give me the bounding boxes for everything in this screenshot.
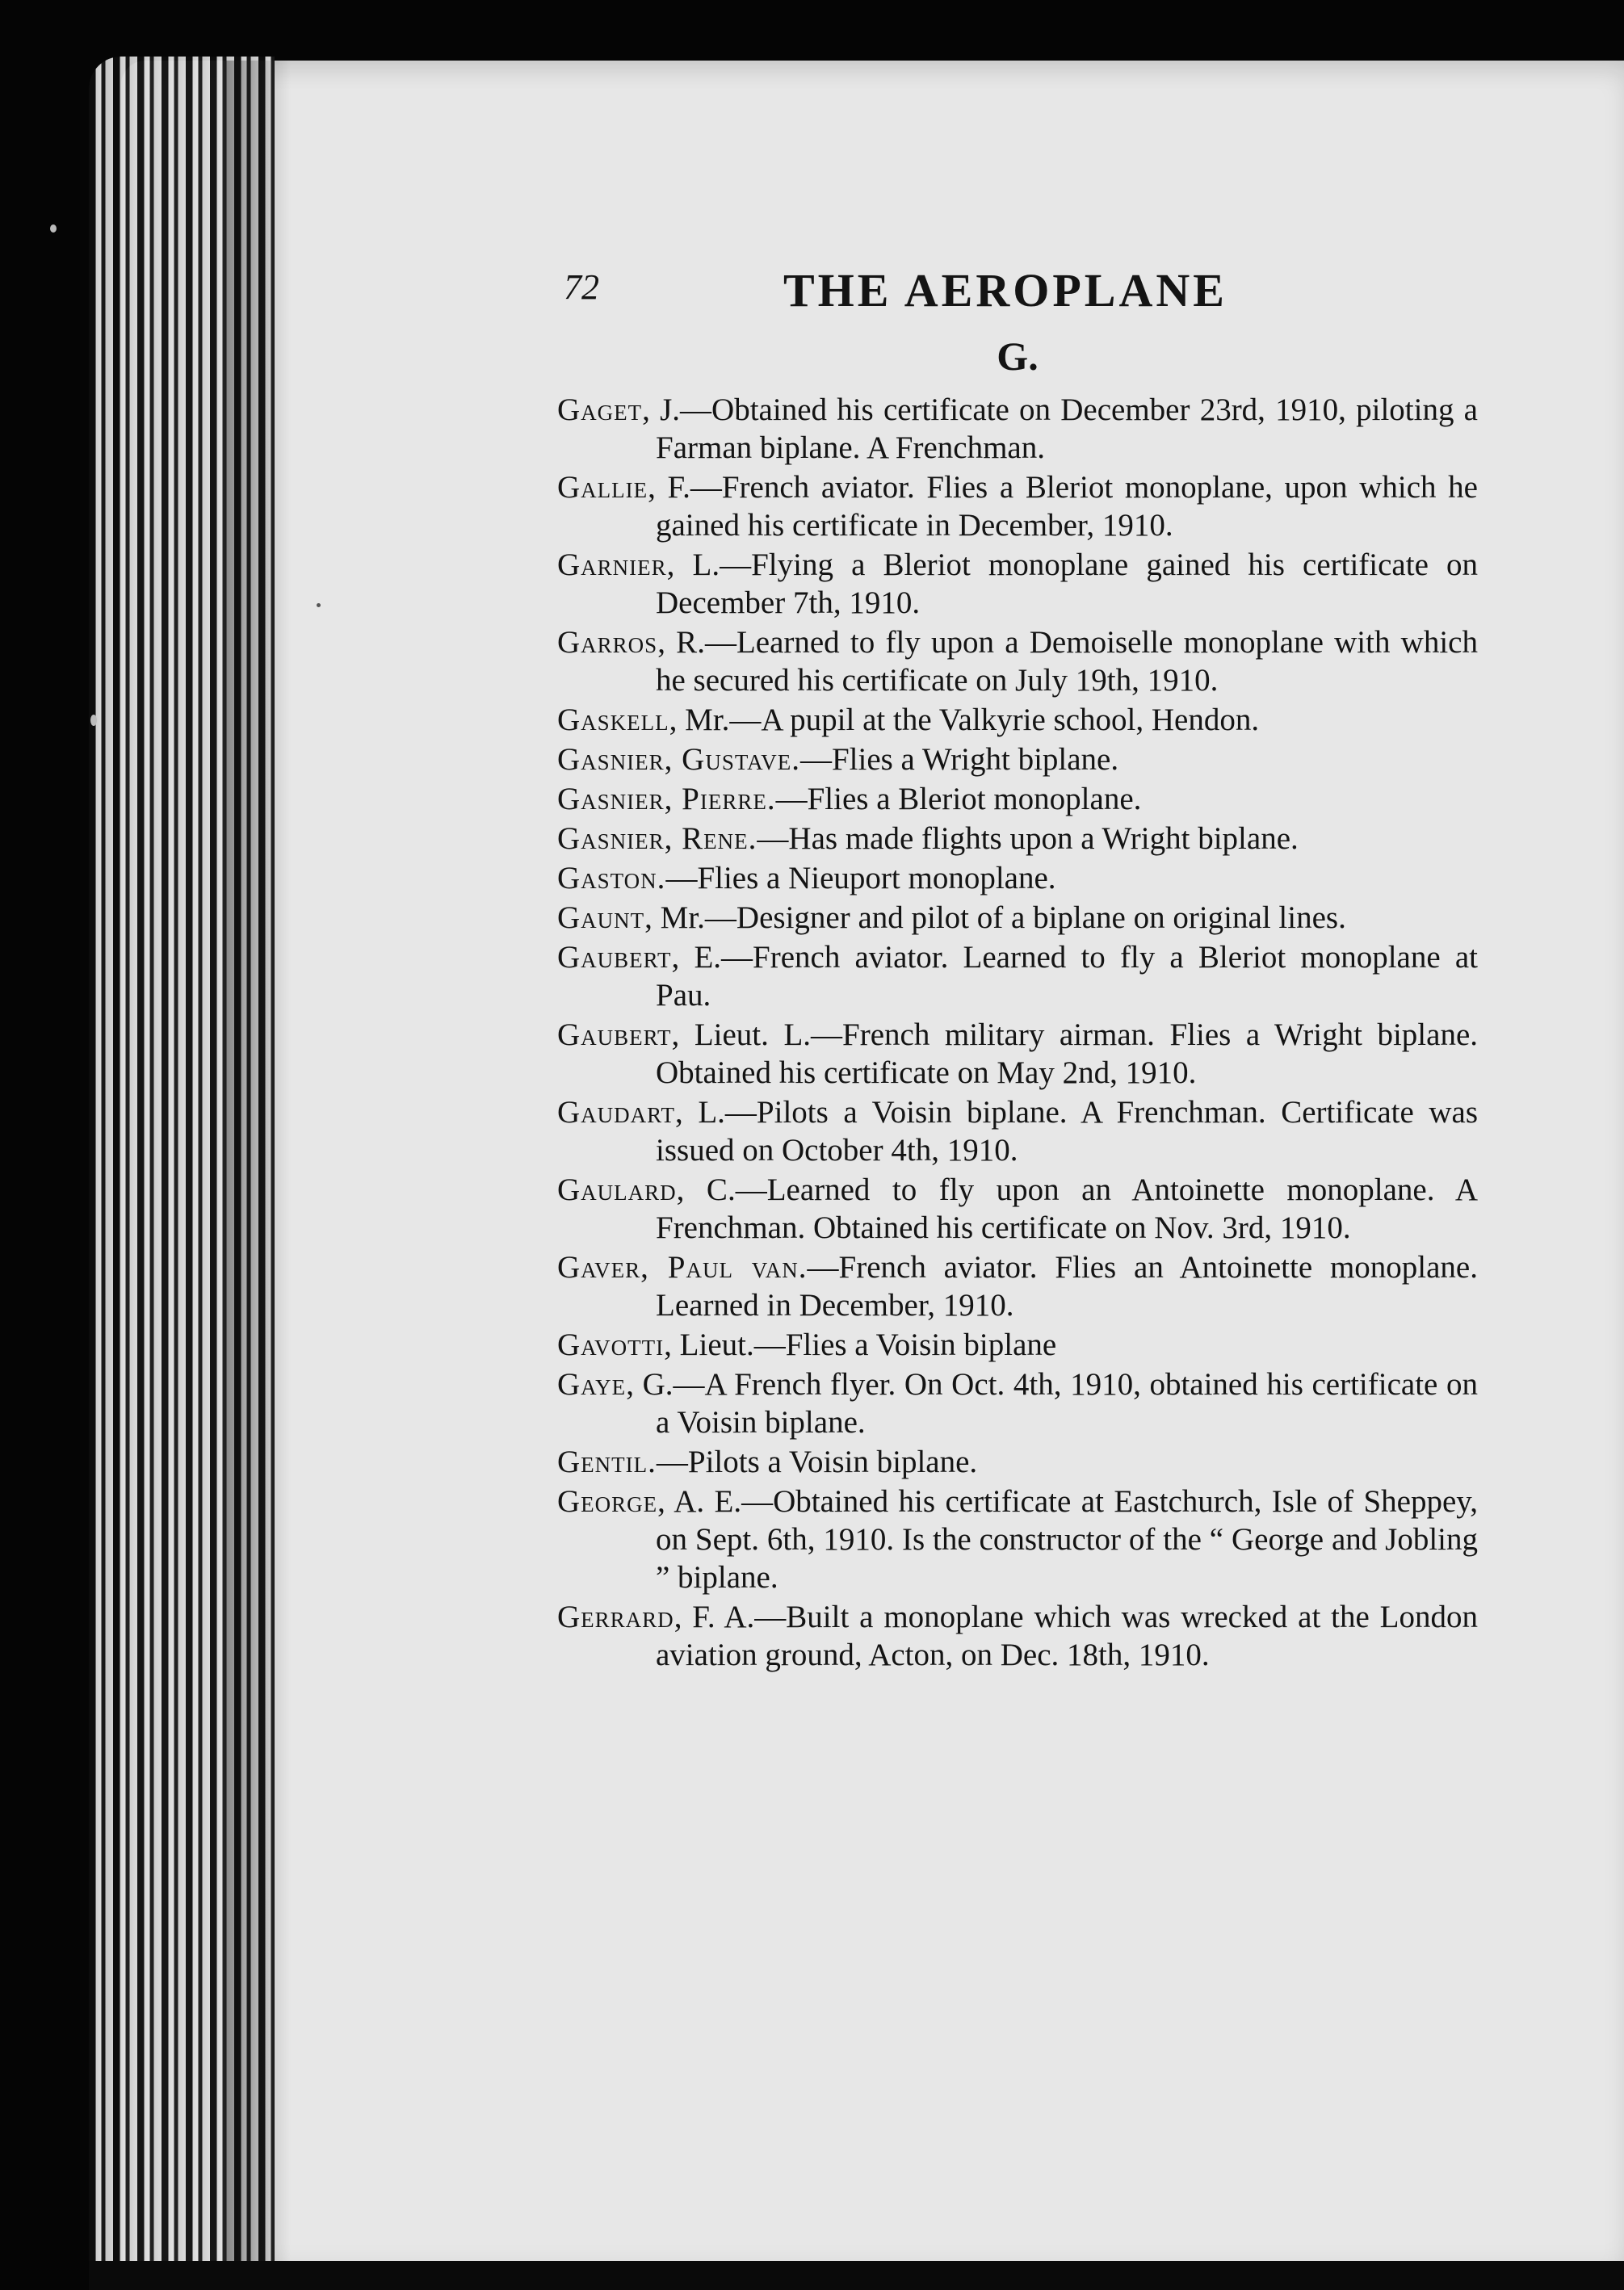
list-item	[557, 701, 1478, 739]
entry-text: , R.—Learned to fly upon a Demoiselle monoplane with which he secured his certificate on July 19th, 1910.	[656, 625, 1478, 698]
entry-text: , C.—Learned to fly upon an Antoinette monoplane. A Frenchman. Obtained his certificate on Nov. 3rd, 1910.	[656, 1172, 1478, 1245]
entry-text: , J.—Obtained his certificate on December 23rd, 1910, piloting a Farman biplane. A Frenchman.	[642, 392, 1478, 465]
entry-name: Gaver, Paul van.	[557, 1250, 808, 1285]
list-item	[557, 546, 1478, 622]
list-item	[557, 780, 1478, 818]
running-title: THE AEROPLANE	[783, 264, 1227, 317]
entry-text: —French aviator. Flies an Antoinette monoplane. Learned in December, 1910.	[656, 1250, 1478, 1323]
entry-name: Gaulard	[557, 1172, 677, 1207]
list-item	[557, 859, 1478, 897]
list-item	[557, 1326, 1478, 1364]
list-item	[557, 1598, 1478, 1674]
list-item	[557, 391, 1478, 467]
entry-text: —Has made flights upon a Wright biplane.	[757, 821, 1299, 856]
entry-name: Gerrard	[557, 1600, 674, 1634]
entry-name: Gasnier, Rene.	[557, 821, 757, 856]
entry-text: , E.—French aviator. Learned to fly a Bleriot monoplane at Pau.	[656, 940, 1478, 1013]
entry-name: Garnier	[557, 547, 667, 582]
entry-name: Gallie	[557, 470, 648, 505]
dust-speck	[90, 715, 97, 726]
list-item	[557, 938, 1478, 1014]
entry-name: Gasnier, Pierre.	[557, 782, 776, 816]
list-item	[557, 1483, 1478, 1596]
entry-name: Gaskell	[557, 703, 669, 737]
entry-name: Gavotti	[557, 1327, 665, 1362]
entry-text: , Mr.—A pupil at the Valkyrie school, Hendon.	[669, 703, 1260, 737]
entry-name: Gaget	[557, 392, 643, 427]
entry-name: Gentil.	[557, 1445, 657, 1479]
entry-name: Garros	[557, 625, 658, 660]
entry-text: , G.—A French flyer. On Oct. 4th, 1910, obtained his certificate on a Voisin biplane.	[626, 1367, 1478, 1440]
page-number: 72	[564, 267, 599, 307]
running-header	[557, 258, 1478, 323]
dust-speck	[50, 224, 57, 233]
gutter-shadow	[226, 61, 291, 2273]
page-text-block	[557, 258, 1478, 1676]
list-item	[557, 1443, 1478, 1481]
entry-text: , Lieut.—Flies a Voisin biplane	[664, 1327, 1057, 1362]
entry-text: —Flies a Bleriot monoplane.	[775, 782, 1142, 816]
entry-text: , L.—Pilots a Voisin biplane. A Frenchman. Certificate was issued on October 4th, 1910.	[656, 1095, 1478, 1168]
entry-name: Gasnier, Gustave.	[557, 742, 800, 777]
dust-speck	[317, 603, 321, 607]
entry-name: Gaye	[557, 1367, 627, 1402]
list-item	[557, 1093, 1478, 1169]
entry-text: , Mr.—Designer and pilot of a biplane on original lines.	[644, 900, 1346, 935]
entry-name: Gaubert	[557, 940, 672, 975]
entry-name: Gaudart	[557, 1095, 676, 1130]
section-heading: G.	[997, 333, 1039, 379]
entry-text: , F.—French aviator. Flies a Bleriot monoplane, upon which he gained his certificate in December, 1910.	[648, 470, 1478, 543]
entry-text: —Pilots a Voisin biplane.	[656, 1445, 978, 1479]
list-item	[557, 899, 1478, 937]
entry-name: Gaston.	[557, 861, 666, 895]
entry-text: , Lieut. L.—French military airman. Flies a Wright biplane. Obtained his certificate on May 2nd, 1910.	[656, 1017, 1478, 1090]
entry-text: , F. A.—Built a monoplane which was wrecked at the London aviation ground, Acton, on Dec. 18th, 1910.	[656, 1600, 1478, 1672]
list-item	[557, 820, 1478, 858]
list-item	[557, 468, 1478, 544]
bottom-border	[89, 2261, 1624, 2290]
entry-name: Gaubert	[557, 1017, 672, 1052]
list-item	[557, 1016, 1478, 1092]
entry-text: , A. E.—Obtained his certificate at Eastchurch, Isle of Sheppey, on Sept. 6th, 1910. Is the constructor of the “ George and Jobling ” biplane.	[656, 1484, 1478, 1595]
list-item	[557, 1248, 1478, 1324]
list-item	[557, 623, 1478, 699]
entry-name: Gaunt	[557, 900, 645, 935]
list-item	[557, 1171, 1478, 1247]
entry-text: —Flies a Wright biplane.	[799, 742, 1119, 777]
list-item	[557, 740, 1478, 778]
entry-text: —Flies a Nieuport monoplane.	[665, 861, 1056, 895]
entry-text: , L.—Flying a Bleriot monoplane gained his certificate on December 7th, 1910.	[656, 547, 1478, 620]
list-item	[557, 1365, 1478, 1441]
entry-name: George	[557, 1484, 658, 1519]
